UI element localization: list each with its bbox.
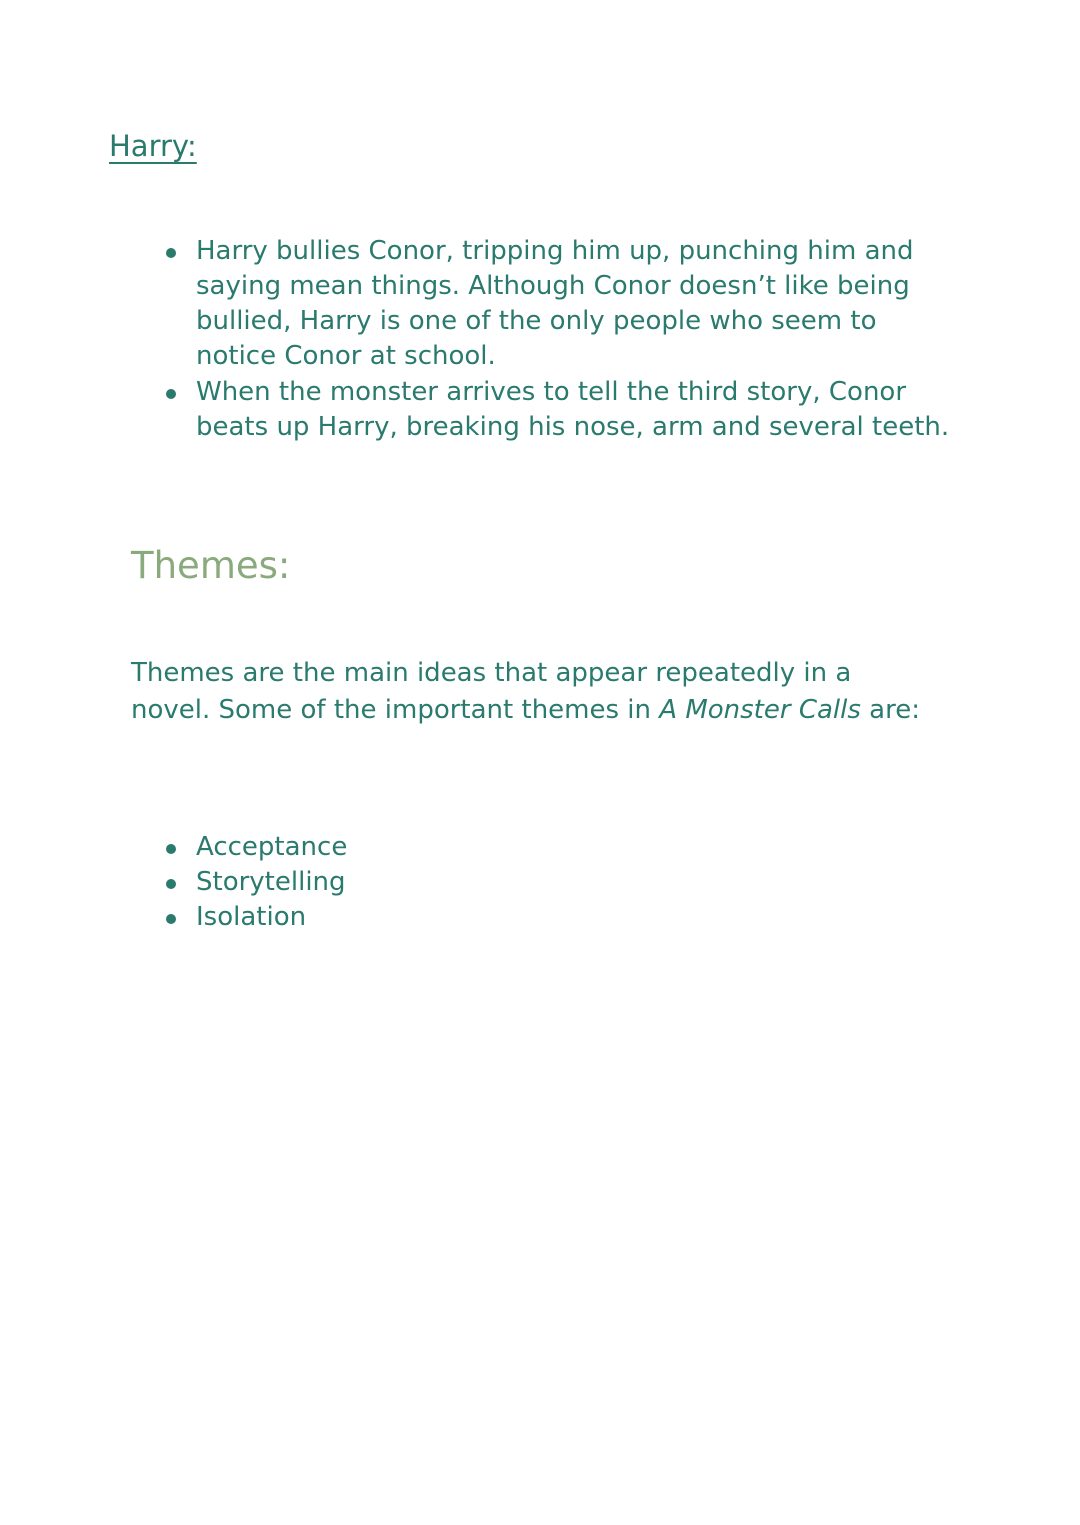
bullet-text: Harry bullies Conor, tripping him up, punching him and saying mean things. Although Conor doesn’t like being bullied, Harry is one of the only people who seem to notice Conor at school.	[196, 236, 914, 371]
bullet-dot-icon	[166, 389, 176, 399]
bullet-dot-icon	[166, 914, 176, 924]
theme-label: Acceptance	[196, 832, 348, 862]
theme-label: Isolation	[196, 902, 307, 932]
themes-intro-paragraph	[131, 655, 931, 729]
list-item	[160, 234, 960, 374]
list-item	[160, 830, 960, 865]
list-item	[160, 865, 960, 900]
theme-label: Storytelling	[196, 867, 346, 897]
themes-bullet-list	[160, 830, 960, 935]
bullet-dot-icon	[166, 844, 176, 854]
themes-intro-text: Themes are the main ideas that appear repeatedly in a novel. Some of the important themes in	[131, 658, 852, 725]
list-item	[160, 900, 960, 935]
harry-bullet-list	[160, 234, 960, 446]
bullet-dot-icon	[166, 248, 176, 258]
themes-heading: Themes:	[131, 544, 291, 587]
list-item	[160, 375, 960, 445]
bullet-text: When the monster arrives to tell the third story, Conor beats up Harry, breaking his nose, arm and several teeth.	[196, 377, 950, 442]
harry-heading: Harry:	[109, 129, 197, 163]
book-title: A Monster Calls	[659, 695, 861, 725]
bullet-dot-icon	[166, 879, 176, 889]
themes-intro-ending: are:	[860, 695, 920, 725]
